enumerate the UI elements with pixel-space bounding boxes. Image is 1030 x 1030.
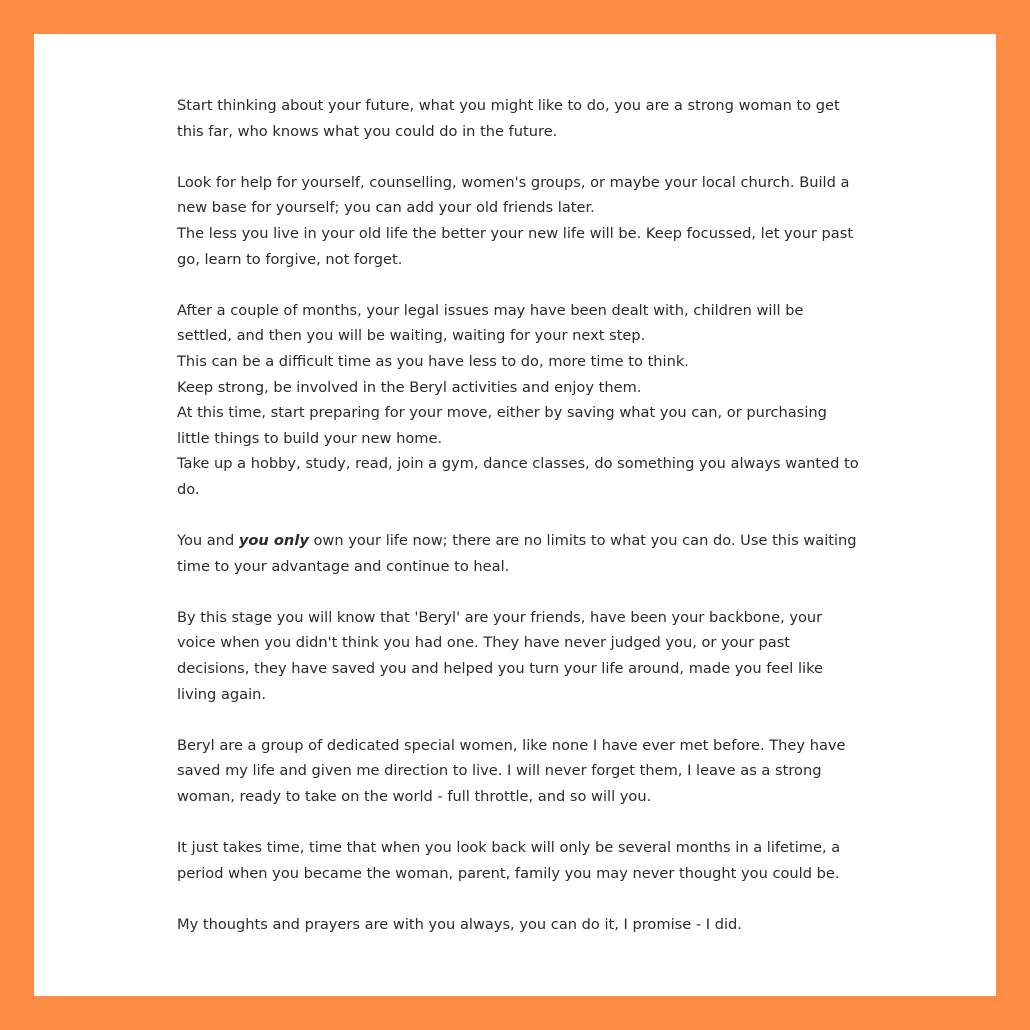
text-line: Beryl are a group of dedicated special women, like none I have ever met before. They have bbox=[177, 736, 846, 754]
text-line: At this time, start preparing for your move, either by saving what you can, or purchasing bbox=[177, 404, 827, 422]
text-line: new base for yourself; you can add your old friends later. bbox=[177, 199, 595, 217]
text-line: My thoughts and prayers are with you always, you can do it, I promise - I did. bbox=[177, 916, 742, 933]
text-line: Look for help for yourself, counselling, women's groups, or maybe your local church. Build a bbox=[177, 173, 850, 191]
paragraph-closing bbox=[177, 912, 867, 938]
text-line: go, learn to forgive, not forget. bbox=[177, 250, 403, 268]
text-line: settled, and then you will be waiting, waiting for your next step. bbox=[177, 327, 646, 345]
document-page bbox=[34, 34, 996, 996]
text-line: Start thinking about your future, what you might like to do, you are a strong woman to get bbox=[177, 97, 840, 114]
text-segment: own your life now; there are no limits to what you can do. Use this waiting bbox=[308, 532, 857, 550]
text-line: By this stage you will know that 'Beryl' are your friends, have been your backbone, your bbox=[177, 608, 823, 626]
paragraph-takes-time bbox=[177, 835, 867, 886]
paragraph-beryl-women bbox=[177, 733, 867, 810]
text-line: This can be a difficult time as you have less to do, more time to think. bbox=[177, 352, 689, 370]
paragraph-beryl-friends bbox=[177, 605, 867, 707]
text-line: living again. bbox=[177, 685, 267, 703]
text-line: time to your advantage and continue to heal. bbox=[177, 557, 510, 575]
emphasis-you-only: you only bbox=[238, 532, 309, 550]
paragraph-future bbox=[177, 93, 867, 144]
text-line: period when you became the woman, parent, family you may never thought you could be. bbox=[177, 864, 840, 882]
paragraph-help bbox=[177, 170, 867, 272]
text-line: woman, ready to take on the world - full throttle, and so will you. bbox=[177, 788, 652, 806]
paragraph-own-life bbox=[177, 528, 867, 579]
document-body bbox=[177, 93, 867, 963]
text-segment: You and bbox=[177, 532, 239, 550]
text-line: After a couple of months, your legal issues may have been dealt with, children will be bbox=[177, 301, 804, 319]
text-line: voice when you didn't think you had one. They have never judged you, or your past bbox=[177, 634, 791, 652]
text-line: Keep strong, be involved in the Beryl activities and enjoy them. bbox=[177, 378, 642, 396]
text-line: The less you live in your old life the better your new life will be. Keep focussed, let your past bbox=[177, 224, 854, 242]
paragraph-waiting bbox=[177, 298, 867, 503]
text-line bbox=[177, 528, 867, 554]
text-line: decisions, they have saved you and helped you turn your life around, made you feel like bbox=[177, 660, 824, 678]
text-line: Take up a hobby, study, read, join a gym, dance classes, do something you always wanted to bbox=[177, 455, 859, 473]
text-line: this far, who knows what you could do in the future. bbox=[177, 122, 558, 140]
text-line: It just takes time, time that when you look back will only be several months in a lifetime, a bbox=[177, 839, 841, 857]
text-line: saved my life and given me direction to live. I will never forget them, I leave as a strong bbox=[177, 762, 822, 780]
text-line: do. bbox=[177, 480, 200, 498]
text-line: little things to build your new home. bbox=[177, 429, 443, 447]
